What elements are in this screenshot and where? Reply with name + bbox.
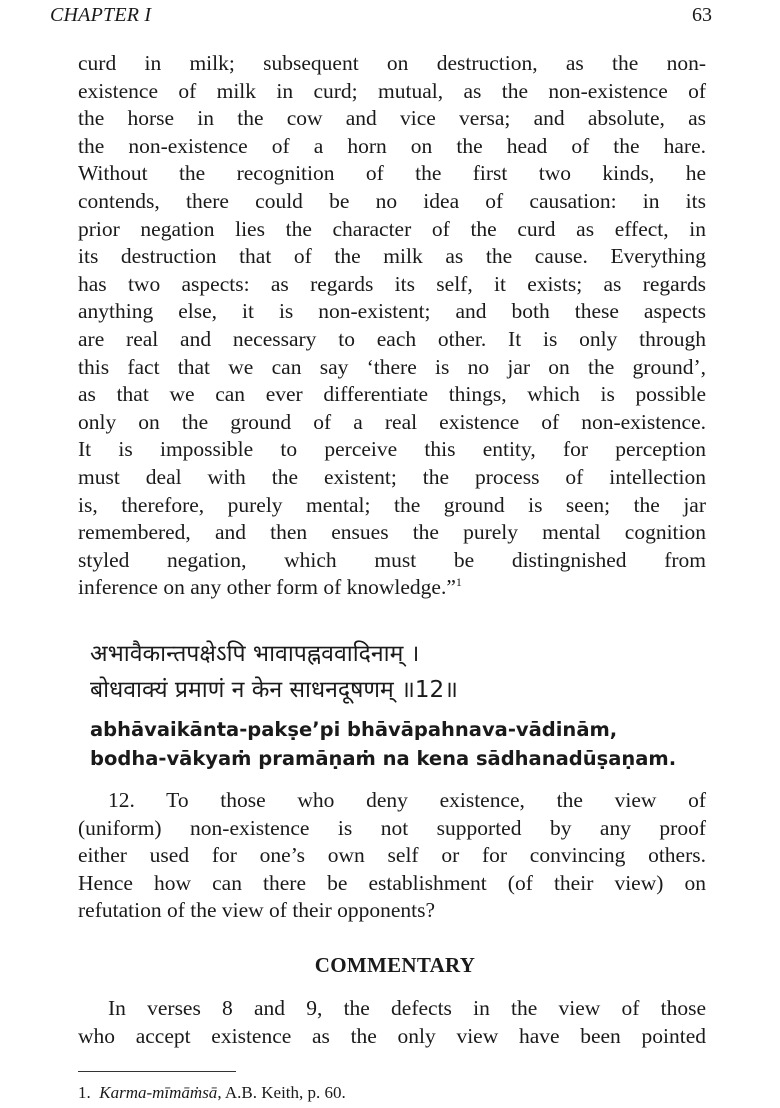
text-line-last xyxy=(78,574,706,602)
text-line: curd in milk; subsequent on destruction, as the non- xyxy=(78,51,706,75)
text-line: must deal with the existent; the process of intellection xyxy=(78,464,706,489)
text-line: is, therefore, purely mental; the ground is seen; the jar xyxy=(78,492,706,517)
paragraph-quote xyxy=(78,50,706,602)
footnote xyxy=(78,1083,346,1103)
text-line: styled negation, which must be distingnished from xyxy=(78,547,706,572)
text-line: 12. To those who deny existence, the view of xyxy=(108,788,706,812)
text-line: as that we can ever differentiate things, which is possible xyxy=(78,382,706,407)
text-line: remembered, and then ensues the purely mental cognition xyxy=(78,520,706,545)
text-line: who accept existence as the only view have been pointed xyxy=(78,1023,706,1048)
text-line-content: inference on any other form of knowledge.” xyxy=(78,575,456,600)
verse-transliteration xyxy=(90,715,710,773)
commentary-paragraph xyxy=(78,995,706,1050)
footnote-citation: , A.B. Keith, p. 60. xyxy=(217,1083,346,1102)
page-number: 63 xyxy=(692,4,712,26)
footnote-marker[interactable]: 1 xyxy=(455,575,462,590)
text-line: Without the recognition of the first two kinds, he xyxy=(78,161,706,186)
text-line: has two aspects: as regards its self, it exists; as regards xyxy=(78,271,706,296)
text-line: the non-existence of a horn on the head of the hare. xyxy=(78,133,706,158)
chapter-label: CHAPTER I xyxy=(50,4,152,26)
verse-line: बोधवाक्यं प्रमाणं न केन साधनदूषणम् ॥12॥ xyxy=(90,677,458,703)
text-line: only on the ground of a real existence of non-existence. xyxy=(78,409,706,434)
text-line: its destruction that of the milk as the cause. Everything xyxy=(78,244,706,269)
verse-line: अभावैकान्तपक्षेऽपि भावापह्नववादिनाम् । xyxy=(90,641,420,667)
transliteration-line: bodha-vākyaṁ pramāṇaṁ na kena sādhanadūṣaṇam. xyxy=(90,747,677,770)
text-line: existence of milk in curd; mutual, as the non-existence of xyxy=(78,78,706,103)
text-line: prior negation lies the character of the curd as effect, in xyxy=(78,216,706,241)
text-line: the horse in the cow and vice versa; and absolute, as xyxy=(78,106,706,131)
verse-translation xyxy=(78,787,706,925)
sanskrit-verse xyxy=(90,636,458,708)
text-line: In verses 8 and 9, the defects in the view of those xyxy=(108,996,706,1020)
text-line: refutation of the view of their opponents? xyxy=(78,898,436,923)
footnote-divider xyxy=(78,1071,236,1072)
transliteration-line: abhāvaikānta-pakṣe’pi bhāvāpahnava-vādinām, xyxy=(90,718,618,741)
footnote-title: Karma-mīmāṁsā xyxy=(99,1083,218,1102)
text-line: anything else, it is non-existent; and both these aspects xyxy=(78,299,706,324)
text-line: this fact that we can say ‘there is no jar on the ground’, xyxy=(78,354,706,379)
text-line: contends, there could be no idea of causation: in its xyxy=(78,188,706,213)
text-line: (uniform) non-existence is not supported by any proof xyxy=(78,815,706,840)
footnote-number: 1. xyxy=(78,1083,91,1102)
running-header xyxy=(50,4,712,27)
text-line: It is impossible to perceive this entity, for perception xyxy=(78,437,706,462)
section-heading: COMMENTARY xyxy=(314,953,476,977)
text-line: Hence how can there be establishment (of their view) on xyxy=(78,870,706,895)
text-line: are real and necessary to each other. It is only through xyxy=(78,326,706,351)
text-line: either used for one’s own self or for convincing others. xyxy=(78,843,706,868)
